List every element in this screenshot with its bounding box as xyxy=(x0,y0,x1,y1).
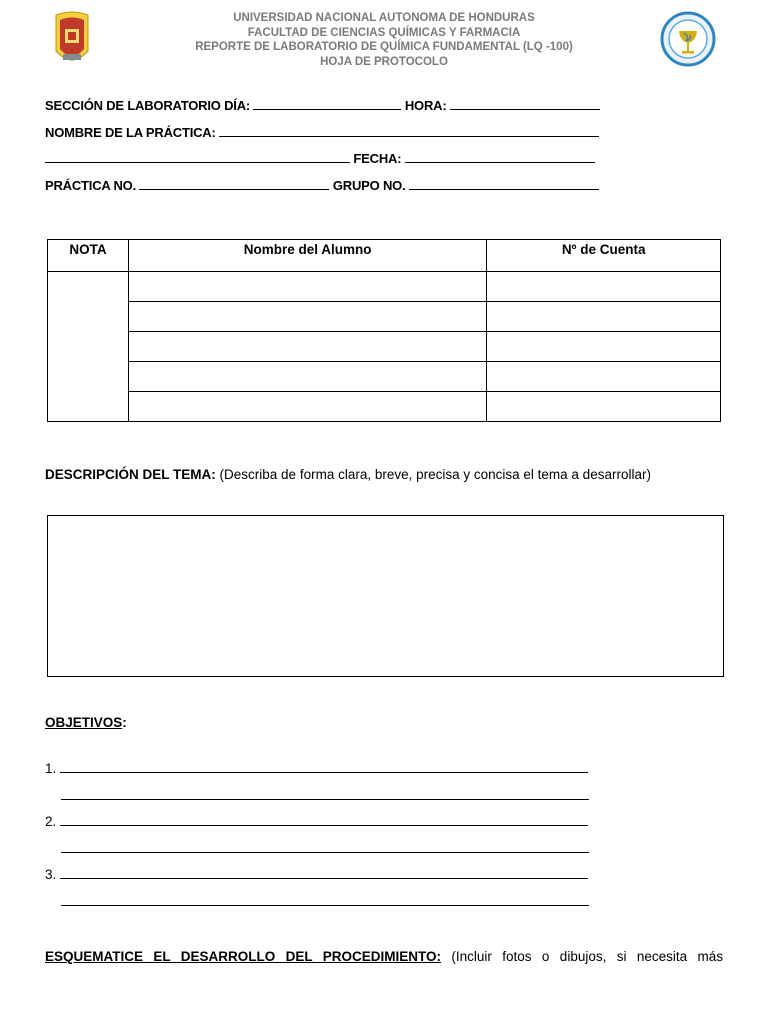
fecha-field[interactable] xyxy=(405,151,595,163)
objective-item xyxy=(45,866,588,882)
objectives-title-text: OBJETIVOS xyxy=(45,715,123,730)
objective-line[interactable] xyxy=(60,866,588,879)
description-box[interactable] xyxy=(47,515,724,677)
university-crest-icon xyxy=(53,11,91,67)
description-label: DESCRIPCIÓN DEL TEMA: xyxy=(45,467,216,482)
procedure-label: ESQUEMATICE EL DESARROLLO DEL PROCEDIMIENTO: xyxy=(45,949,442,964)
description-row xyxy=(45,467,651,482)
objective-line[interactable] xyxy=(60,813,588,826)
student-name-cell[interactable] xyxy=(128,332,486,362)
description-hint: (Describa de forma clara, breve, precisa y concisa el tema a desarrollar) xyxy=(219,467,651,482)
nombre-practica-label: NOMBRE DE LA PRÁCTICA: xyxy=(45,125,216,140)
objective-line[interactable] xyxy=(60,760,588,773)
objective-continuation xyxy=(61,840,589,856)
objectives-title xyxy=(45,715,127,730)
account-number-cell[interactable] xyxy=(487,392,721,422)
objective-item xyxy=(45,760,588,776)
students-table xyxy=(47,239,721,422)
seccion-day-field[interactable] xyxy=(253,98,401,110)
table-row xyxy=(48,302,721,332)
nombre-practica-row xyxy=(45,125,599,140)
header-faculty: FACULTAD DE CIENCIAS QUÍMICAS Y FARMACIA xyxy=(247,26,521,39)
header-report: REPORTE DE LABORATORIO DE QUÍMICA FUNDAMENTAL (LQ -100) xyxy=(195,41,573,53)
objective-continuation xyxy=(61,893,589,909)
hora-label: HORA: xyxy=(404,98,447,113)
objective-line[interactable] xyxy=(61,893,589,906)
objective-number: 2. xyxy=(45,814,57,829)
objective-number: 1. xyxy=(45,761,57,776)
student-name-cell[interactable] xyxy=(128,392,486,422)
student-name-cell[interactable] xyxy=(128,302,486,332)
nombre-practica-continuation-field[interactable] xyxy=(45,151,350,163)
table-row xyxy=(48,272,721,302)
account-number-cell[interactable] xyxy=(487,302,721,332)
objective-number: 3. xyxy=(45,867,57,882)
account-number-cell[interactable] xyxy=(487,362,721,392)
practica-no-label: PRÁCTICA NO. xyxy=(45,178,137,193)
procedure-hint: (Incluir fotos o dibujos, si necesita más xyxy=(451,949,723,964)
objective-continuation xyxy=(61,787,589,803)
pharmacy-faculty-seal-icon xyxy=(660,11,716,67)
document-header xyxy=(150,11,618,69)
table-row xyxy=(48,362,721,392)
grupo-no-field[interactable] xyxy=(409,178,599,190)
nombre-alumno-header: Nombre del Alumno xyxy=(128,240,486,272)
nota-header: NOTA xyxy=(48,240,129,272)
objective-item xyxy=(45,813,588,829)
objective-line[interactable] xyxy=(61,840,589,853)
practica-no-field[interactable] xyxy=(139,178,329,190)
seccion-row xyxy=(45,98,600,113)
objective-line[interactable] xyxy=(61,787,589,800)
table-row xyxy=(48,332,721,362)
nota-cell[interactable] xyxy=(48,272,129,422)
header-university: UNIVERSIDAD NACIONAL AUTONOMA DE HONDURAS xyxy=(233,12,535,24)
fecha-label: FECHA: xyxy=(353,151,402,166)
hora-field[interactable] xyxy=(450,98,600,110)
objectives-title-colon: : xyxy=(122,715,127,730)
table-header-row xyxy=(48,240,721,272)
header-sheet: HOJA DE PROTOCOLO xyxy=(320,55,448,68)
nombre-practica-field[interactable] xyxy=(219,125,599,137)
student-name-cell[interactable] xyxy=(128,362,486,392)
practica-grupo-row xyxy=(45,178,599,193)
student-name-cell[interactable] xyxy=(128,272,486,302)
procedure-row xyxy=(45,949,723,964)
seccion-label: SECCIÓN DE LABORATORIO DÍA: xyxy=(45,98,251,113)
fecha-row xyxy=(45,151,595,166)
table-row xyxy=(48,392,721,422)
numero-cuenta-header: Nº de Cuenta xyxy=(487,240,721,272)
account-number-cell[interactable] xyxy=(487,332,721,362)
account-number-cell[interactable] xyxy=(487,272,721,302)
grupo-no-label: GRUPO NO. xyxy=(332,178,406,193)
